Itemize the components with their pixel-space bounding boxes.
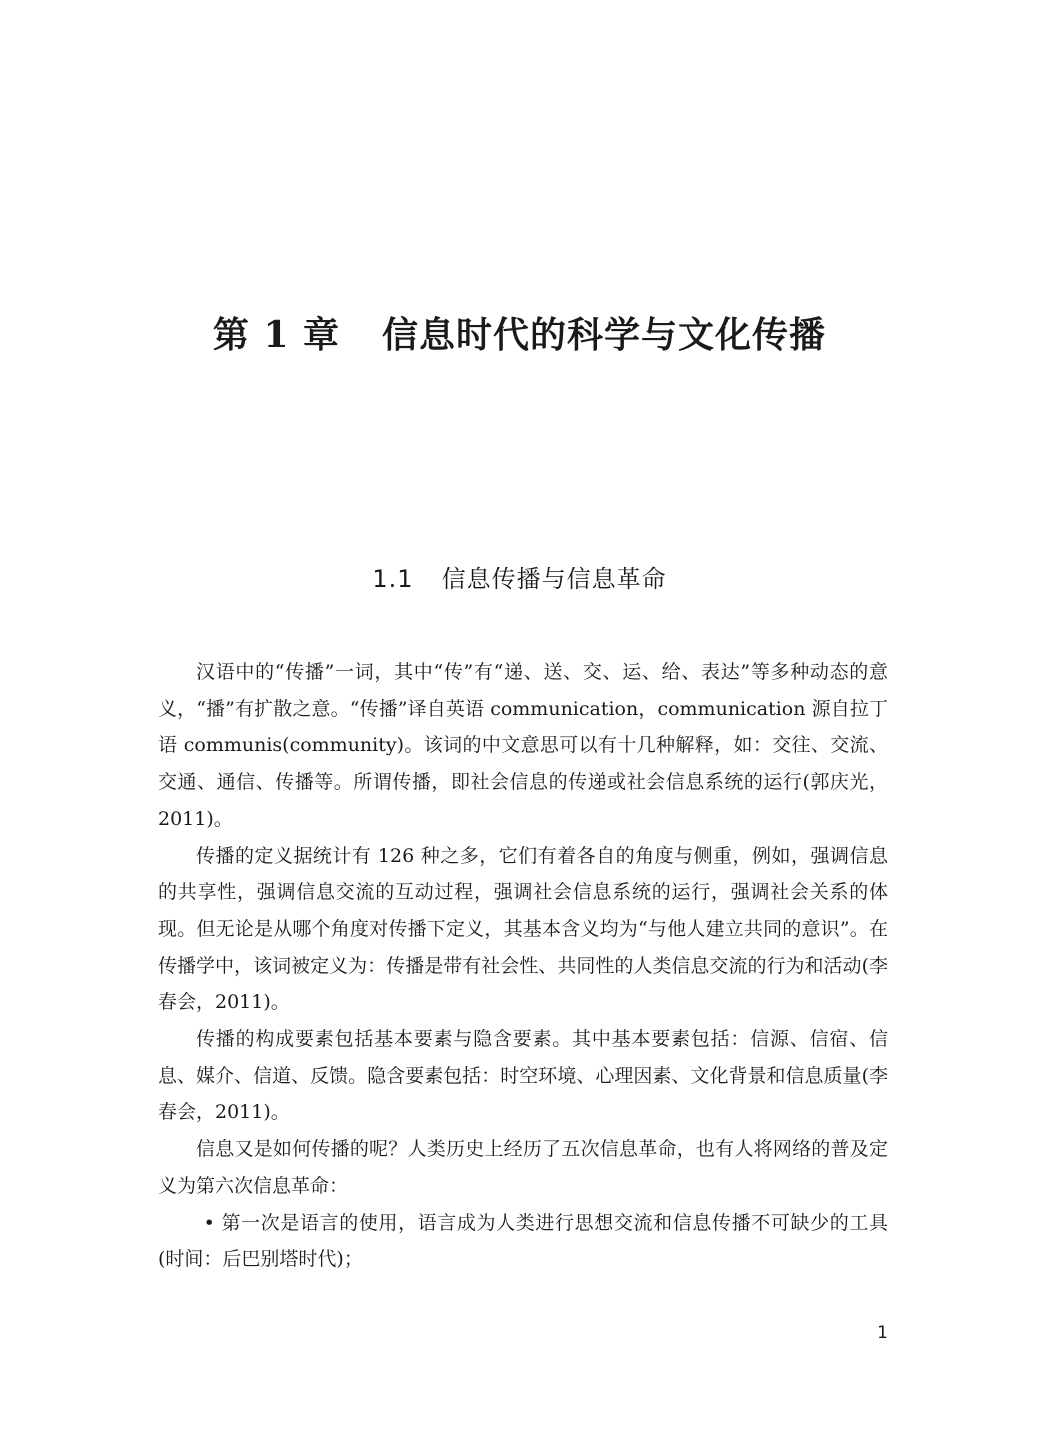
chapter-number: 第 1 章 [212, 314, 341, 356]
paragraph: 传播的构成要素包括基本要素与隐含要素。其中基本要素包括：信源、信宿、信息、媒介、信道、反馈。隐含要素包括：时空环境、心理因素、文化背景和信息质量(李春会，2011)。 [158, 1028, 888, 1124]
page-number: 1 [877, 1323, 888, 1343]
section-title-text: 信息传播与信息革命 [441, 565, 667, 593]
chapter-title [0, 308, 1039, 362]
paragraph: 传播的定义据统计有 126 种之多，它们有着各自的角度与侧重，例如，强调信息的共享性，强调信息交流的互动过程，强调社会信息系统的运行，强调社会关系的体现。但无论是从哪个角度对传播下定义，其基本含义均为“与他人建立共同的意识”。在传播学中，该词被定义为：传播是带有社会性、共同性的人类信息交流的行为和活动(李春会，2011)。 [158, 844, 888, 1014]
body-text [158, 654, 888, 1278]
section-number: 1.1 [372, 565, 414, 593]
paragraph: 信息又是如何传播的呢？人类历史上经历了五次信息革命，也有人将网络的普及定义为第六次信息革命： [158, 1138, 888, 1197]
section-title [0, 560, 1039, 598]
chapter-title-text: 信息时代的科学与文化传播 [382, 314, 827, 356]
bullet-item: • 第一次是语言的使用，语言成为人类进行思想交流和信息传播不可缺少的工具(时间：后巴别塔时代)； [158, 1211, 888, 1271]
paragraph: 汉语中的“传播”一词，其中“传”有“递、送、交、运、给、表达”等多种动态的意义，“播”有扩散之意。“传播”译自英语 communication，communication 源自拉丁语 communis(community)。该词的中文意思可以有十几种解释，如：交往、交流、交通、通信、传播等。所谓传播，即社会信息的传递或社会信息系统的运行(郭庆光，2011)。 [158, 661, 888, 830]
